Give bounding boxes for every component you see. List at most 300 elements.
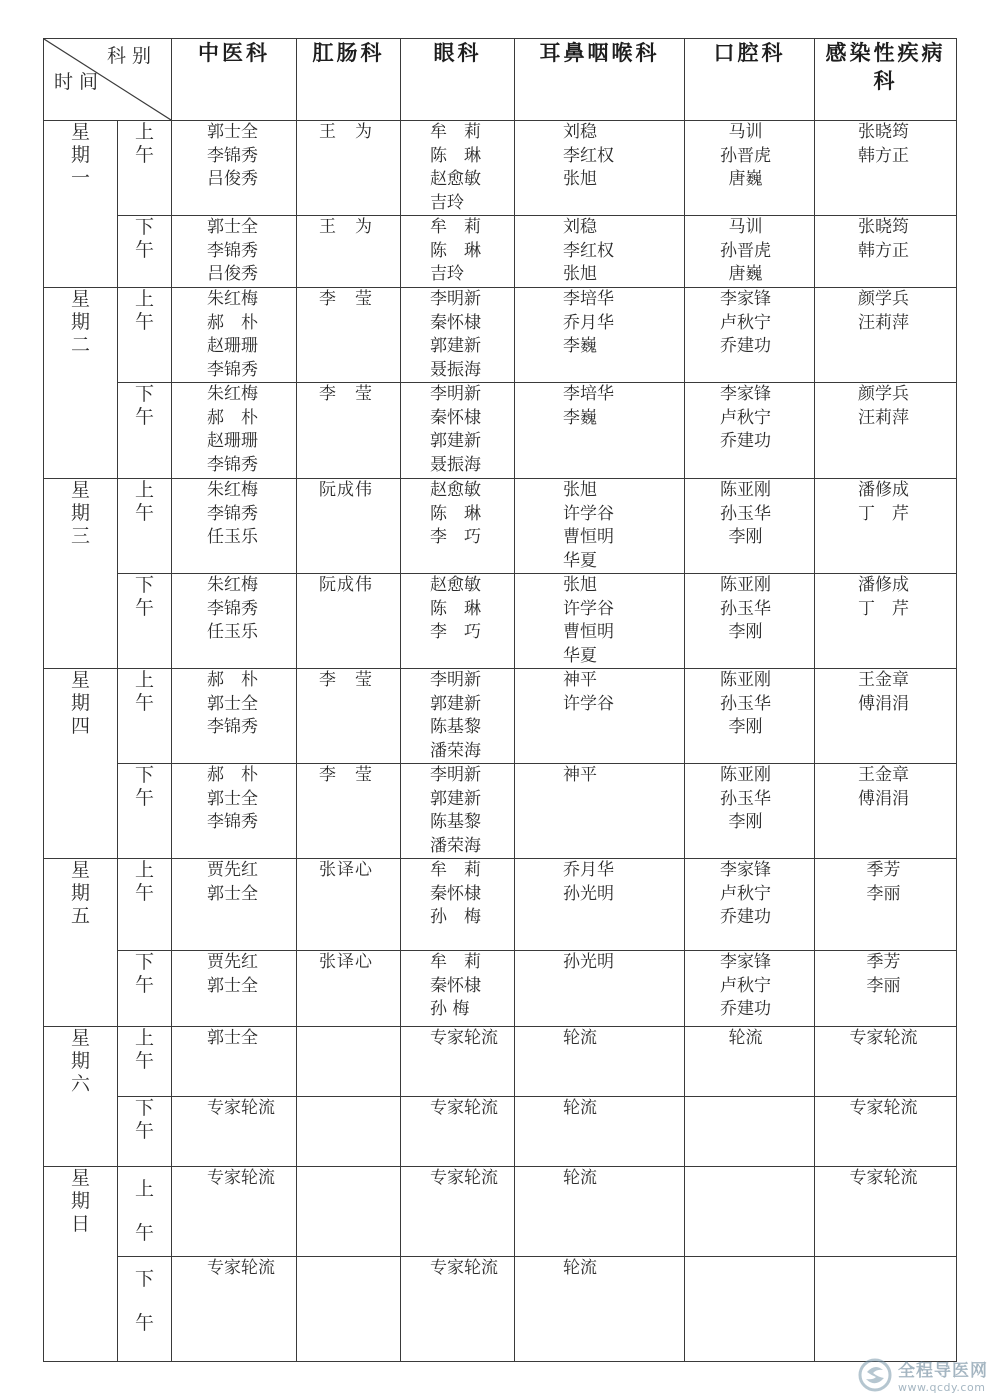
doctor-name: 秦怀棣 xyxy=(430,312,481,333)
doctor-name: 卢秋宁 xyxy=(720,312,771,333)
doctor-name: 季芳 xyxy=(866,860,901,880)
doctor-cell xyxy=(297,669,401,764)
doctor-name: 专家轮流 xyxy=(430,1258,498,1278)
doctor-cell xyxy=(172,1257,297,1362)
doctor-name: 李红权 xyxy=(563,145,614,166)
doctor-cell xyxy=(401,1257,515,1362)
doctor-name: 陈亚刚 xyxy=(720,575,771,595)
doctor-cell xyxy=(815,1167,957,1257)
dept-header-anorectal: 肛肠科 xyxy=(297,39,401,121)
watermark-url: www.qcdy.com xyxy=(898,1381,986,1394)
day-label-cell xyxy=(44,859,118,1027)
dept-header-infectious: 感染性疾病科 xyxy=(815,39,957,121)
doctor-name: 许学谷 xyxy=(563,693,614,714)
doctor-cell xyxy=(172,669,297,764)
doctor-name: 傅涓涓 xyxy=(858,693,909,714)
doctor-cell xyxy=(815,1027,957,1097)
doctor-cell xyxy=(515,383,685,479)
doctor-name: 专家轮流 xyxy=(207,1258,275,1278)
doctor-cell xyxy=(685,1257,815,1362)
doctor-cell xyxy=(172,764,297,859)
doctor-cell xyxy=(815,479,957,574)
doctor-cell xyxy=(685,479,815,574)
doctor-name: 唐巍 xyxy=(728,169,763,189)
doctor-cell xyxy=(401,1097,515,1167)
doctor-cell xyxy=(401,669,515,764)
doctor-name: 季芳 xyxy=(866,952,901,972)
doctor-name: 潘荣海 xyxy=(430,835,481,856)
doctor-name: 韩方正 xyxy=(858,240,909,261)
doctor-name: 孙晋虎 xyxy=(720,145,771,166)
doctor-cell xyxy=(515,951,685,1027)
doctor-name: 赵愈敏 xyxy=(430,575,481,595)
doctor-cell xyxy=(172,574,297,669)
doctor-cell xyxy=(515,1097,685,1167)
doctor-name: 秦怀棣 xyxy=(430,407,481,428)
doctor-cell xyxy=(515,1027,685,1097)
schedule-row xyxy=(44,121,957,216)
day-label: 星期六 xyxy=(70,1027,90,1095)
doctor-name: 牟 莉 xyxy=(430,217,481,237)
schedule-row xyxy=(44,951,957,1027)
doctor-name: 轮流 xyxy=(563,1098,597,1118)
session-label-cell xyxy=(118,1097,172,1167)
dept-header-stomatology: 口腔科 xyxy=(685,39,815,121)
doctor-name: 韩方正 xyxy=(858,145,909,166)
doctor-name: 李家锋 xyxy=(720,384,771,404)
session-label: 上午 xyxy=(134,479,154,524)
doctor-name: 李锦秀 xyxy=(207,359,258,380)
doctor-name: 郭士全 xyxy=(207,217,258,237)
doctor-name: 唐巍 xyxy=(728,264,763,284)
doctor-name: 朱红梅 xyxy=(207,289,258,309)
doctor-cell xyxy=(401,1027,515,1097)
doctor-cell xyxy=(401,216,515,288)
doctor-name: 陈基黎 xyxy=(430,812,481,832)
doctor-name: 郭士全 xyxy=(207,788,258,809)
doctor-name: 吉玲 xyxy=(430,192,464,213)
doctor-name: 郭士全 xyxy=(207,883,258,904)
doctor-cell xyxy=(815,859,957,951)
doctor-name: 乔建功 xyxy=(720,907,771,927)
doctor-name: 华夏 xyxy=(563,645,597,666)
doctor-name: 轮流 xyxy=(563,1168,597,1188)
doctor-name: 朱红梅 xyxy=(207,384,258,404)
doctor-cell xyxy=(172,1167,297,1257)
doctor-name: 郝 朴 xyxy=(207,765,258,785)
doctor-cell xyxy=(685,1097,815,1167)
doctor-name: 贾先红 xyxy=(207,860,258,880)
doctor-name: 卢秋宁 xyxy=(720,883,771,904)
doctor-name: 李 巧 xyxy=(430,622,481,642)
session-label: 下午 xyxy=(134,764,154,809)
doctor-name: 吉玲 xyxy=(430,264,464,284)
doctor-name: 轮流 xyxy=(728,1028,763,1048)
doctor-cell xyxy=(815,574,957,669)
doctor-cell xyxy=(297,288,401,383)
schedule-row xyxy=(44,383,957,479)
doctor-cell xyxy=(685,383,815,479)
doctor-name: 潘修成 xyxy=(858,575,909,595)
doctor-name: 李家锋 xyxy=(720,289,771,309)
doctor-cell xyxy=(401,121,515,216)
doctor-name: 郭建新 xyxy=(430,431,481,451)
session-label: 上午 xyxy=(134,121,154,166)
doctor-cell xyxy=(515,1257,685,1362)
doctor-name: 聂振海 xyxy=(430,359,481,380)
doctor-cell xyxy=(297,1097,401,1167)
doctor-name: 李刚 xyxy=(728,717,763,737)
doctor-name: 李培华 xyxy=(563,289,614,309)
doctor-name: 朱红梅 xyxy=(207,480,258,500)
doctor-cell xyxy=(297,951,401,1027)
session-label: 上午 xyxy=(134,1027,154,1072)
doctor-cell xyxy=(172,288,297,383)
doctor-name: 李明新 xyxy=(430,384,481,404)
session-label: 下午 xyxy=(134,216,154,261)
doctor-name: 王金章 xyxy=(858,670,909,690)
doctor-cell xyxy=(172,1027,297,1097)
doctor-name: 李明新 xyxy=(430,765,481,785)
doctor-cell xyxy=(515,216,685,288)
schedule-row xyxy=(44,574,957,669)
doctor-cell xyxy=(685,574,815,669)
doctor-cell xyxy=(401,1167,515,1257)
doctor-name: 张旭 xyxy=(563,480,597,500)
doctor-name: 张旭 xyxy=(563,169,597,189)
schedule-row xyxy=(44,1167,957,1257)
doctor-name: 吕俊秀 xyxy=(207,264,258,284)
doctor-cell xyxy=(172,383,297,479)
schedule-row xyxy=(44,288,957,383)
doctor-name: 张旭 xyxy=(563,575,597,595)
doctor-name: 李锦秀 xyxy=(207,812,258,832)
doctor-name: 李锦秀 xyxy=(207,145,258,166)
schedule-row xyxy=(44,669,957,764)
doctor-cell xyxy=(515,669,685,764)
doctor-name: 任玉乐 xyxy=(207,622,258,642)
doctor-name: 专家轮流 xyxy=(430,1168,498,1188)
doctor-name: 李锦秀 xyxy=(207,598,258,619)
day-label-cell xyxy=(44,288,118,479)
schedule-row xyxy=(44,479,957,574)
doctor-cell xyxy=(401,574,515,669)
doctor-cell xyxy=(815,669,957,764)
doctor-name: 专家轮流 xyxy=(430,1098,498,1118)
doctor-name: 轮流 xyxy=(563,1258,597,1278)
doctor-name: 阮成伟 xyxy=(319,575,373,595)
doctor-cell xyxy=(297,1257,401,1362)
schedule-body xyxy=(44,121,957,1362)
doctor-name: 孙玉华 xyxy=(720,503,771,524)
doctor-name: 任玉乐 xyxy=(207,527,258,547)
doctor-cell xyxy=(815,764,957,859)
doctor-cell xyxy=(815,951,957,1027)
doctor-name: 张译心 xyxy=(319,952,373,972)
doctor-name: 曹恒明 xyxy=(563,622,614,642)
doctor-name: 神平 xyxy=(563,670,597,690)
watermark xyxy=(858,1356,988,1394)
day-label: 星期日 xyxy=(70,1167,90,1235)
doctor-name: 李丽 xyxy=(866,883,901,904)
doctor-name: 孙玉华 xyxy=(720,693,771,714)
doctor-name: 李锦秀 xyxy=(207,454,258,475)
doctor-name: 乔月华 xyxy=(563,860,614,880)
doctor-name: 马训 xyxy=(728,122,763,142)
doctor-name: 刘稳 xyxy=(563,122,597,142)
session-label: 下午 xyxy=(134,1268,154,1334)
session-label-cell xyxy=(118,1257,172,1362)
session-label: 上午 xyxy=(134,669,154,714)
header-row xyxy=(44,39,957,121)
schedule-row xyxy=(44,1027,957,1097)
day-label-cell xyxy=(44,121,118,288)
doctor-name: 赵珊珊 xyxy=(207,431,258,451)
doctor-name: 傅涓涓 xyxy=(858,788,909,809)
doctor-name: 专家轮流 xyxy=(849,1168,918,1188)
session-label-cell xyxy=(118,859,172,951)
doctor-name: 郝 朴 xyxy=(207,407,258,428)
day-label: 星期二 xyxy=(70,288,90,356)
doctor-name: 马训 xyxy=(728,217,763,237)
doctor-name: 专家轮流 xyxy=(207,1168,275,1188)
doctor-cell xyxy=(515,288,685,383)
doctor-cell xyxy=(515,479,685,574)
doctor-name: 吕俊秀 xyxy=(207,169,258,189)
doctor-cell xyxy=(815,121,957,216)
corner-label-time: 时间 xyxy=(54,71,105,93)
doctor-name: 李 莹 xyxy=(319,765,373,785)
doctor-cell xyxy=(685,216,815,288)
doctor-cell xyxy=(297,383,401,479)
doctor-name: 陈基黎 xyxy=(430,717,481,737)
doctor-name: 李巍 xyxy=(563,336,597,356)
schedule-row xyxy=(44,1257,957,1362)
doctor-name: 郭建新 xyxy=(430,693,481,714)
doctor-name: 专家轮流 xyxy=(849,1098,918,1118)
doctor-name: 李培华 xyxy=(563,384,614,404)
session-label-cell xyxy=(118,383,172,479)
doctor-name: 华夏 xyxy=(563,550,597,571)
doctor-cell xyxy=(172,121,297,216)
doctor-name: 郭建新 xyxy=(430,788,481,809)
doctor-name: 孙玉华 xyxy=(720,788,771,809)
doctor-cell xyxy=(815,1257,957,1362)
doctor-name: 牟 莉 xyxy=(430,122,481,142)
session-label: 下午 xyxy=(134,383,154,428)
day-label-cell xyxy=(44,669,118,859)
doctor-cell xyxy=(297,764,401,859)
doctor-name: 李巍 xyxy=(563,407,597,428)
doctor-name: 秦怀棣 xyxy=(430,883,481,904)
doctor-cell xyxy=(401,479,515,574)
doctor-cell xyxy=(297,574,401,669)
doctor-name: 陈 琳 xyxy=(430,240,481,261)
doctor-cell xyxy=(172,216,297,288)
session-label: 下午 xyxy=(134,574,154,619)
doctor-name: 赵愈敏 xyxy=(430,169,481,189)
doctor-name: 李家锋 xyxy=(720,860,771,880)
doctor-cell xyxy=(515,121,685,216)
session-label: 上午 xyxy=(134,1178,154,1244)
doctor-cell xyxy=(172,951,297,1027)
doctor-name: 乔建功 xyxy=(720,999,771,1019)
doctor-name: 赵珊珊 xyxy=(207,336,258,356)
doctor-name: 孙晋虎 xyxy=(720,240,771,261)
doctor-name: 许学谷 xyxy=(563,598,614,619)
doctor-name: 李锦秀 xyxy=(207,503,258,524)
session-label-cell xyxy=(118,574,172,669)
session-label-cell xyxy=(118,1027,172,1097)
doctor-name: 张晓筠 xyxy=(858,122,909,142)
doctor-name: 神平 xyxy=(563,765,597,785)
schedule-row xyxy=(44,1097,957,1167)
doctor-name: 曹恒明 xyxy=(563,527,614,547)
doctor-name: 陈 琳 xyxy=(430,145,481,166)
doctor-name: 李 莹 xyxy=(319,670,373,690)
doctor-name: 李明新 xyxy=(430,670,481,690)
doctor-cell xyxy=(515,1167,685,1257)
header-corner-cell xyxy=(44,39,172,121)
doctor-name: 卢秋宁 xyxy=(720,975,771,996)
doctor-name: 郭士全 xyxy=(207,122,258,142)
doctor-cell xyxy=(297,1167,401,1257)
doctor-name: 郭士全 xyxy=(207,1028,258,1048)
session-label-cell xyxy=(118,216,172,288)
doctor-name: 李刚 xyxy=(728,622,763,642)
doctor-name: 李刚 xyxy=(728,812,763,832)
doctor-name: 许学谷 xyxy=(563,503,614,524)
session-label-cell xyxy=(118,764,172,859)
doctor-cell xyxy=(172,1097,297,1167)
doctor-name: 孙光明 xyxy=(563,883,614,904)
day-label: 星期一 xyxy=(70,121,90,189)
doctor-name: 刘稳 xyxy=(563,217,597,237)
session-label-cell xyxy=(118,1167,172,1257)
doctor-name: 郝 朴 xyxy=(207,670,258,690)
schedule-row xyxy=(44,764,957,859)
dept-header-ent: 耳鼻咽喉科 xyxy=(515,39,685,121)
doctor-name: 王 为 xyxy=(319,122,373,142)
doctor-name: 丁 芹 xyxy=(858,503,909,524)
doctor-name: 郝 朴 xyxy=(207,312,258,333)
doctor-cell xyxy=(297,121,401,216)
doctor-name: 汪莉萍 xyxy=(858,312,909,333)
doctor-name: 孙 梅 xyxy=(430,907,481,927)
doctor-cell xyxy=(401,383,515,479)
doctor-cell xyxy=(401,951,515,1027)
doctor-name: 牟 莉 xyxy=(430,952,481,972)
doctor-name: 王 为 xyxy=(319,217,373,237)
doctor-name: 乔月华 xyxy=(563,312,614,333)
session-label: 下午 xyxy=(134,951,154,996)
doctor-name: 李明新 xyxy=(430,289,481,309)
doctor-name: 孙玉华 xyxy=(720,598,771,619)
doctor-cell xyxy=(172,859,297,951)
session-label: 上午 xyxy=(134,288,154,333)
doctor-name: 张晓筠 xyxy=(858,217,909,237)
doctor-cell xyxy=(401,859,515,951)
session-label-cell xyxy=(118,951,172,1027)
doctor-cell xyxy=(685,669,815,764)
doctor-name: 李家锋 xyxy=(720,952,771,972)
doctor-name: 赵愈敏 xyxy=(430,480,481,500)
schedule-row xyxy=(44,216,957,288)
doctor-cell xyxy=(297,1027,401,1097)
doctor-name: 陈亚刚 xyxy=(720,670,771,690)
doctor-cell xyxy=(815,383,957,479)
doctor-name: 王金章 xyxy=(858,765,909,785)
doctor-name: 李锦秀 xyxy=(207,717,258,737)
doctor-cell xyxy=(685,764,815,859)
schedule-row xyxy=(44,859,957,951)
session-label: 下午 xyxy=(134,1097,154,1142)
doctor-name: 李 莹 xyxy=(319,289,373,309)
day-label: 星期五 xyxy=(70,859,90,927)
doctor-name: 专家轮流 xyxy=(430,1028,498,1048)
dept-header-ophthalmology: 眼科 xyxy=(401,39,515,121)
doctor-name: 乔建功 xyxy=(720,431,771,451)
doctor-name: 陈亚刚 xyxy=(720,765,771,785)
doctor-name: 聂振海 xyxy=(430,454,481,475)
doctor-name: 潘修成 xyxy=(858,480,909,500)
doctor-name: 李 巧 xyxy=(430,527,481,547)
corner-label-department: 科别 xyxy=(106,45,157,67)
doctor-name: 陈 琳 xyxy=(430,598,481,619)
doctor-name: 郭士全 xyxy=(207,975,258,996)
session-label-cell xyxy=(118,121,172,216)
day-label: 星期四 xyxy=(70,669,90,737)
session-label: 上午 xyxy=(134,859,154,904)
session-label-cell xyxy=(118,479,172,574)
doctor-cell xyxy=(515,574,685,669)
session-label-cell xyxy=(118,669,172,764)
schedule-table xyxy=(43,38,957,1362)
doctor-cell xyxy=(401,288,515,383)
watermark-name: 全程导医网 xyxy=(898,1361,988,1381)
doctor-name: 张旭 xyxy=(563,264,597,284)
doctor-name: 郭建新 xyxy=(430,336,481,356)
dept-header-tcm: 中医科 xyxy=(172,39,297,121)
doctor-name: 郭士全 xyxy=(207,693,258,714)
doctor-name: 李刚 xyxy=(728,527,763,547)
doctor-name: 轮流 xyxy=(563,1028,597,1048)
doctor-cell xyxy=(685,288,815,383)
day-label: 星期三 xyxy=(70,479,90,547)
doctor-name: 专家轮流 xyxy=(207,1098,275,1118)
doctor-name: 汪莉萍 xyxy=(858,407,909,428)
doctor-cell xyxy=(815,216,957,288)
doctor-cell xyxy=(685,951,815,1027)
doctor-name: 孙 梅 xyxy=(430,999,470,1019)
doctor-name: 阮成伟 xyxy=(319,480,373,500)
doctor-name: 贾先红 xyxy=(207,952,258,972)
doctor-name: 朱红梅 xyxy=(207,575,258,595)
doctor-name: 颜学兵 xyxy=(858,289,909,309)
doctor-cell xyxy=(297,479,401,574)
doctor-name: 陈 琳 xyxy=(430,503,481,524)
doctor-cell xyxy=(401,764,515,859)
doctor-name: 颜学兵 xyxy=(858,384,909,404)
day-label-cell xyxy=(44,1167,118,1362)
doctor-name: 秦怀棣 xyxy=(430,975,481,996)
doctor-name: 李红权 xyxy=(563,240,614,261)
doctor-name: 乔建功 xyxy=(720,336,771,356)
doctor-cell xyxy=(685,859,815,951)
doctor-name: 孙光明 xyxy=(563,952,614,972)
doctor-name: 专家轮流 xyxy=(849,1028,918,1048)
doctor-cell xyxy=(172,479,297,574)
